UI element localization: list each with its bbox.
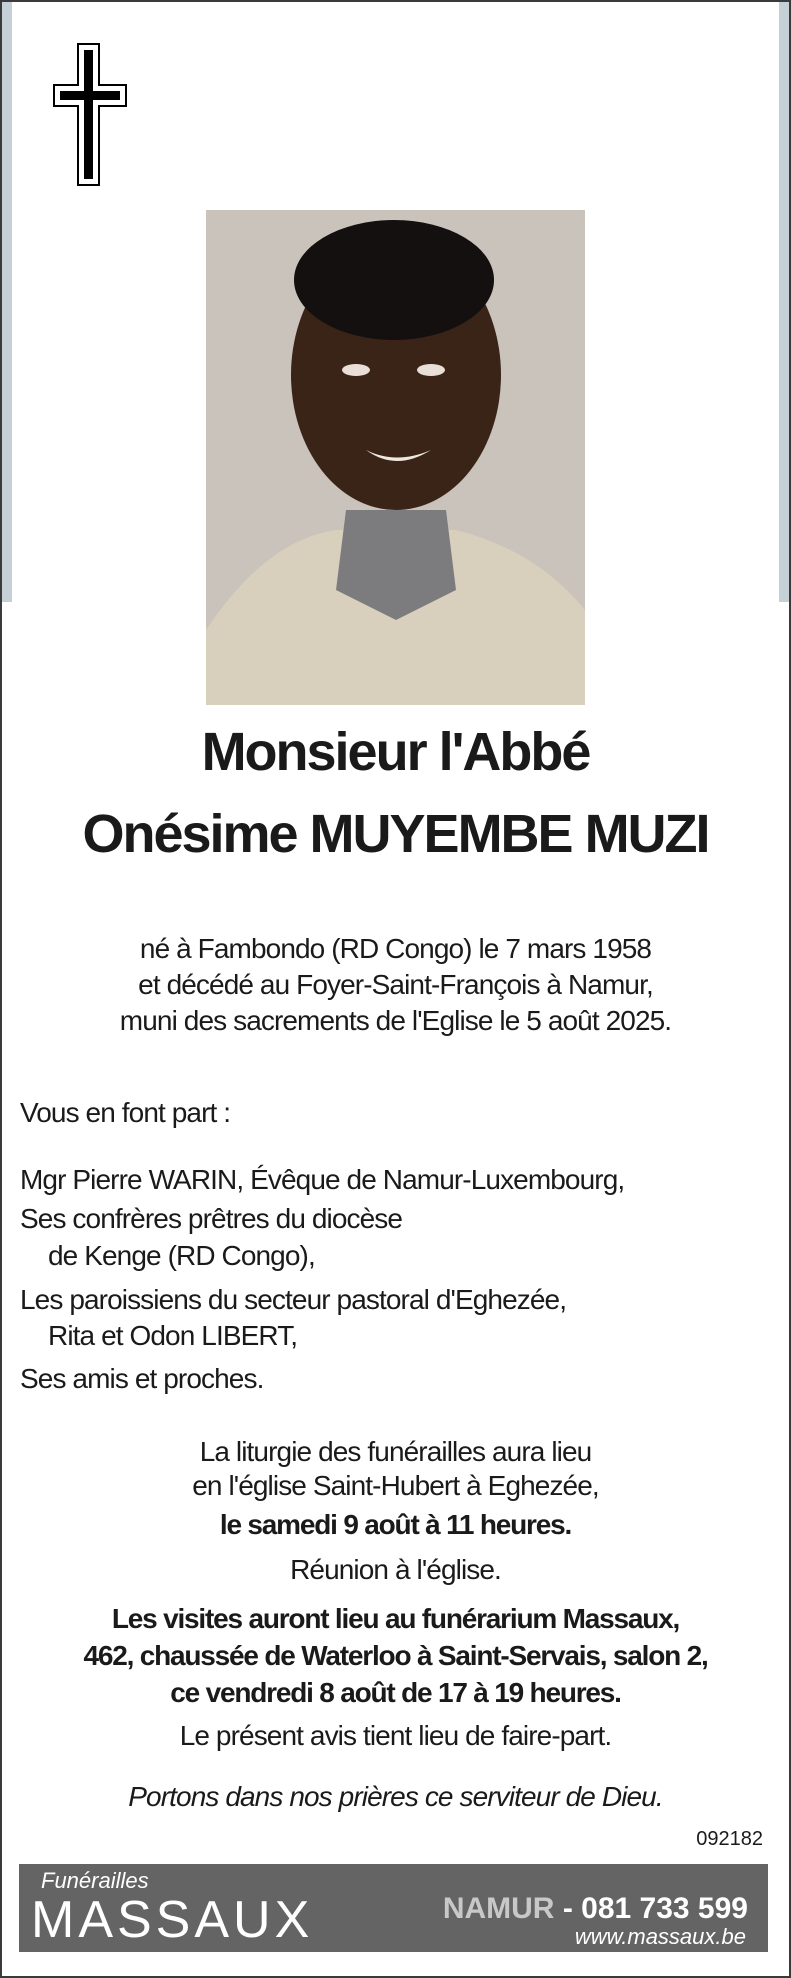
visits-line: 462, chaussée de Waterloo à Saint-Servais, salon 2, xyxy=(83,1640,708,1671)
reference-number: 092182 xyxy=(696,1828,763,1850)
banner-prefix: Funérailles xyxy=(41,1868,149,1893)
family-item: de Kenge (RD Congo), xyxy=(48,1240,315,1271)
family-item: Les paroissiens du secteur pastoral d'Eghezée, xyxy=(20,1284,567,1315)
banner-brand: MASSAUX xyxy=(31,1891,314,1949)
ceremony-line: La liturgie des funérailles aura lieu xyxy=(199,1436,592,1467)
ceremony-date: le samedi 9 août à 11 heures. xyxy=(219,1509,572,1540)
ceremony-line: en l'église Saint-Hubert à Eghezée, xyxy=(192,1470,599,1501)
birth-line: né à Fambondo (RD Congo) le 7 mars 1958 xyxy=(139,933,652,964)
family-item: Mgr Pierre WARIN, Évêque de Namur-Luxembourg, xyxy=(20,1164,625,1195)
banner-city: NAMUR xyxy=(442,1892,555,1925)
intro-text: Vous en font part : xyxy=(20,1097,231,1128)
right-edge-strip xyxy=(779,2,789,602)
banner-separator: - xyxy=(562,1892,573,1925)
notice-text: Le présent avis tient lieu de faire-part. xyxy=(179,1720,612,1751)
family-item: Ses amis et proches. xyxy=(20,1363,264,1394)
visits-line: Les visites auront lieu au funérarium Massaux, xyxy=(111,1603,680,1634)
meeting-text: Réunion à l'église. xyxy=(290,1554,501,1585)
sacraments-line: muni des sacrements de l'Eglise le 5 août 2025. xyxy=(119,1005,672,1036)
family-item: Ses confrères prêtres du diocèse xyxy=(20,1203,403,1234)
family-item: Rita et Odon LIBERT, xyxy=(48,1320,298,1351)
deceased-name: Onésime MUYEMBE MUZI xyxy=(82,804,709,864)
banner-website[interactable]: www.massaux.be xyxy=(574,1924,746,1949)
cross-icon xyxy=(53,43,127,186)
left-edge-strip xyxy=(2,2,12,602)
title-honorific: Monsieur l'Abbé xyxy=(201,722,590,782)
visits-line: ce vendredi 8 août de 17 à 19 heures. xyxy=(170,1677,621,1708)
funeral-home-banner xyxy=(19,1864,768,1952)
deceased-photo xyxy=(206,210,585,705)
banner-phone[interactable]: 081 733 599 xyxy=(581,1892,748,1925)
prayer-text: Portons dans nos prières ce serviteur de Dieu. xyxy=(128,1781,663,1812)
death-line: et décédé au Foyer-Saint-François à Namur, xyxy=(138,969,653,1000)
